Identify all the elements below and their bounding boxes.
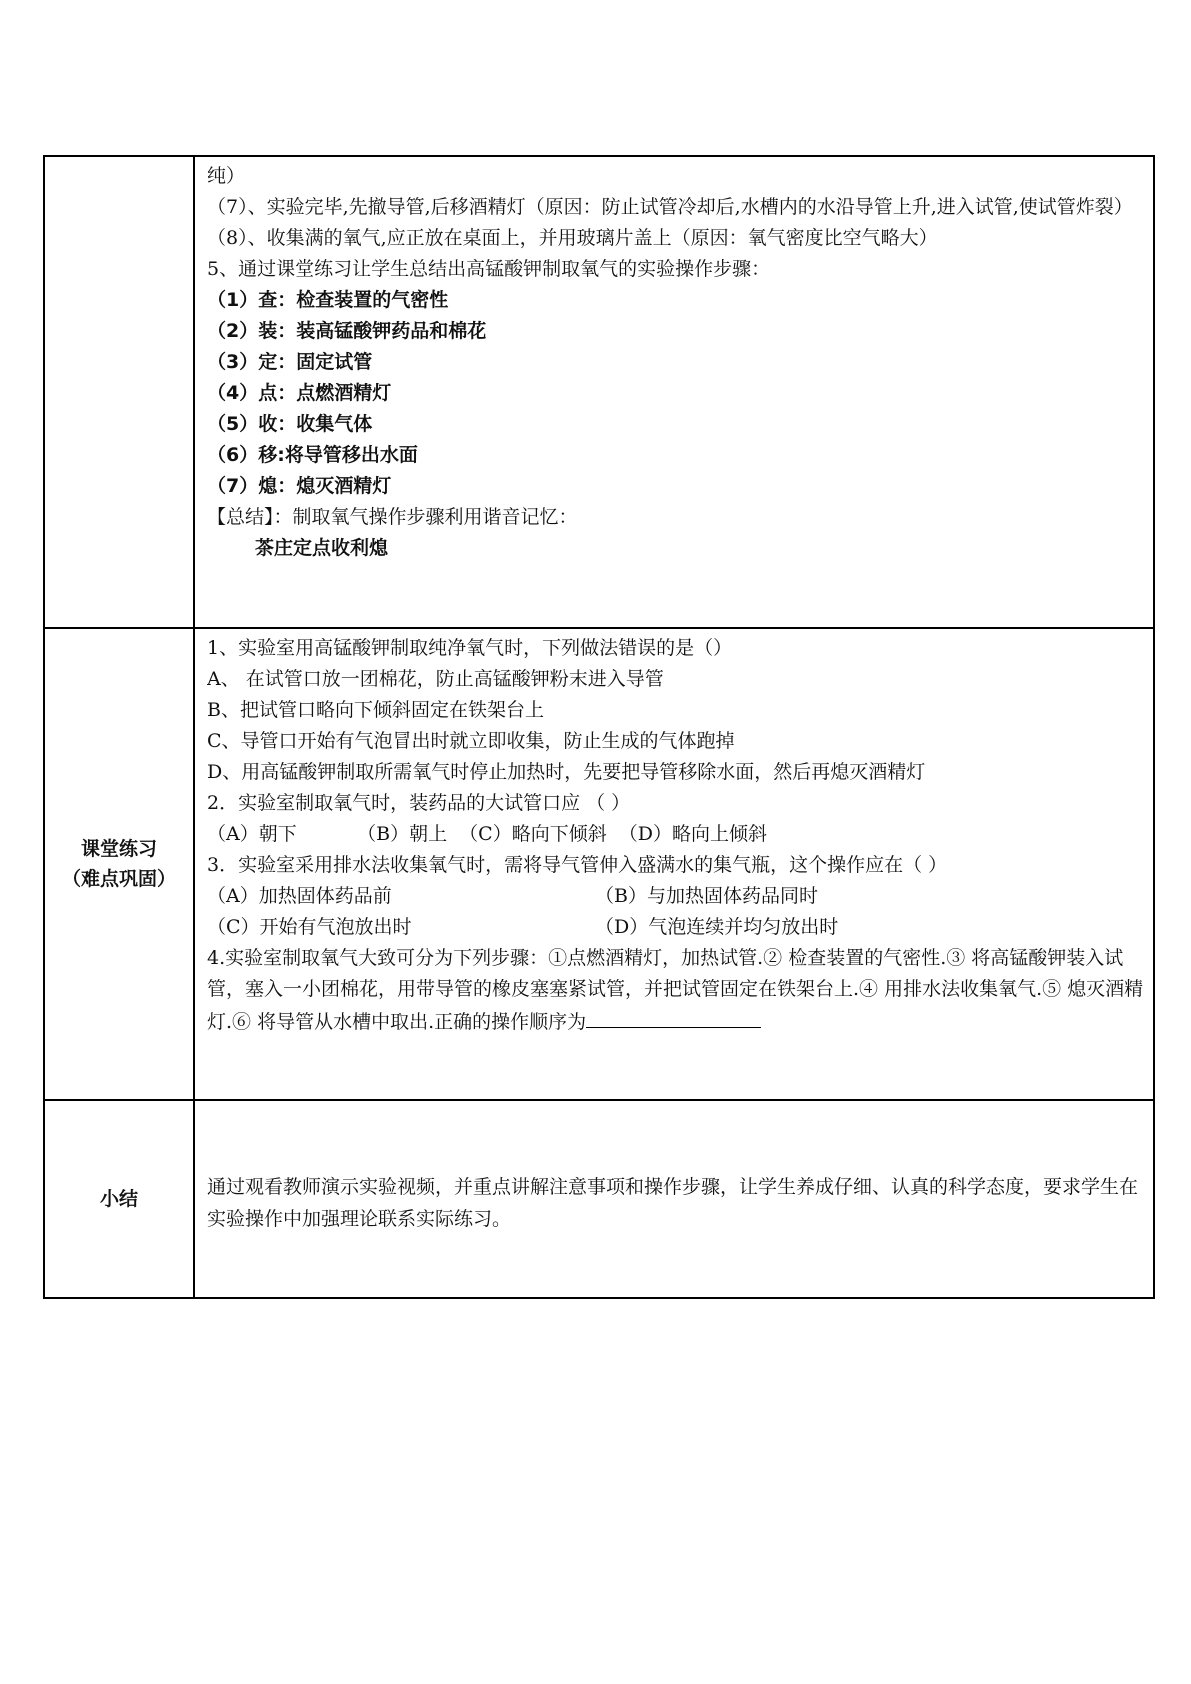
question-3-options-row <box>207 912 1145 943</box>
exercise-label: 课堂练习 <box>80 838 157 860</box>
content-cell-summary <box>194 1100 1154 1298</box>
question-3-options-row <box>207 881 1145 912</box>
question-3-option: （C）开始有气泡放出时 <box>207 916 412 938</box>
lesson-plan-table <box>43 155 1155 1299</box>
question-3: 3．实验室采用排水法收集氧气时，需将导气管伸入盛满水的集气瓶，这个操作应在（ ） <box>207 854 948 876</box>
text-line: 纯） <box>207 165 246 187</box>
question-4 <box>207 943 1145 1038</box>
step-item: （4）点：点燃酒精灯 <box>207 382 392 404</box>
text-line: 5、通过课堂练习让学生总结出高锰酸钾制取氧气的实验操作步骤： <box>207 258 771 280</box>
question-3-option: （B）与加热固体药品同时 <box>595 885 818 907</box>
question-1-option: B、把试管口略向下倾斜固定在铁架台上 <box>207 699 544 721</box>
summary-heading: 小结 <box>99 1188 138 1210</box>
question-1-option: A、 在试管口放一团棉花，防止高锰酸钾粉末进入导管 <box>207 668 664 690</box>
text-line: （7）、实验完毕,先撤导管,后移酒精灯（原因：防止试管冷却后,水槽内的水沿导管上升,进入试管,使试管炸裂） <box>207 196 1133 218</box>
question-3-option: （D）气泡连续并均匀放出时 <box>595 916 839 938</box>
mnemonic-text: 茶庄定点收利熄 <box>255 537 389 559</box>
exercise-sublabel: （难点巩固） <box>61 868 176 890</box>
question-2-options: （A）朝下 （B）朝上 （C）略向下倾斜 （D）略向上倾斜 <box>207 823 768 845</box>
label-cell-exercise <box>44 628 194 1100</box>
question-3-option: （A）加热固体药品前 <box>207 885 392 907</box>
step-item: （3）定：固定试管 <box>207 351 373 373</box>
step-item: （7）熄：熄灭酒精灯 <box>207 475 392 497</box>
content-cell-procedure <box>194 156 1154 628</box>
question-1: 1、实验室用高锰酸钾制取纯净氧气时，下列做法错误的是（） <box>207 637 733 659</box>
table-row-exercise <box>44 628 1154 1100</box>
label-cell-summary <box>44 1100 194 1298</box>
table-row-procedure <box>44 156 1154 628</box>
text-line: （8）、收集满的氧气,应正放在桌面上，并用玻璃片盖上（原因：氧气密度比空气略大） <box>207 227 938 249</box>
summary-label: 【总结】：制取氧气操作步骤利用谐音记忆： <box>207 506 578 528</box>
question-4-text: 4.实验室制取氧气大致可分为下列步骤：①点燃酒精灯，加热试管.② 检查装置的气密性.③ 将高锰酸钾装入试管，塞入一小团棉花，用带导管的橡皮塞塞紧试管，并把试管固定在铁架台上.④ 用排水法收集氧气.⑤ 熄灭酒精灯.⑥ 将导管从水槽中取出.正确的操作顺序为 <box>207 947 1144 1033</box>
summary-text: 通过观看教师演示实验视频，并重点讲解注意事项和操作步骤，让学生养成仔细、认真的科学态度，要求学生在实验操作中加强理论联系实际练习。 <box>207 1176 1139 1230</box>
content-cell-exercise <box>194 628 1154 1100</box>
step-item: （1）查：检查装置的气密性 <box>207 289 449 311</box>
answer-blank <box>586 1005 761 1028</box>
label-cell-empty <box>44 156 194 628</box>
question-2: 2．实验室制取氧气时，装药品的大试管口应 （ ） <box>207 792 631 814</box>
question-1-option: C、导管口开始有气泡冒出时就立即收集，防止生成的气体跑掉 <box>207 730 735 752</box>
step-item: （2）装：装高锰酸钾药品和棉花 <box>207 320 487 342</box>
table-row-summary <box>44 1100 1154 1298</box>
question-1-option: D、用高锰酸钾制取所需氧气时停止加热时，先要把导管移除水面，然后再熄灭酒精灯 <box>207 761 926 783</box>
step-item: （6）移:将导管移出水面 <box>207 444 418 466</box>
step-item: （5）收：收集气体 <box>207 413 373 435</box>
